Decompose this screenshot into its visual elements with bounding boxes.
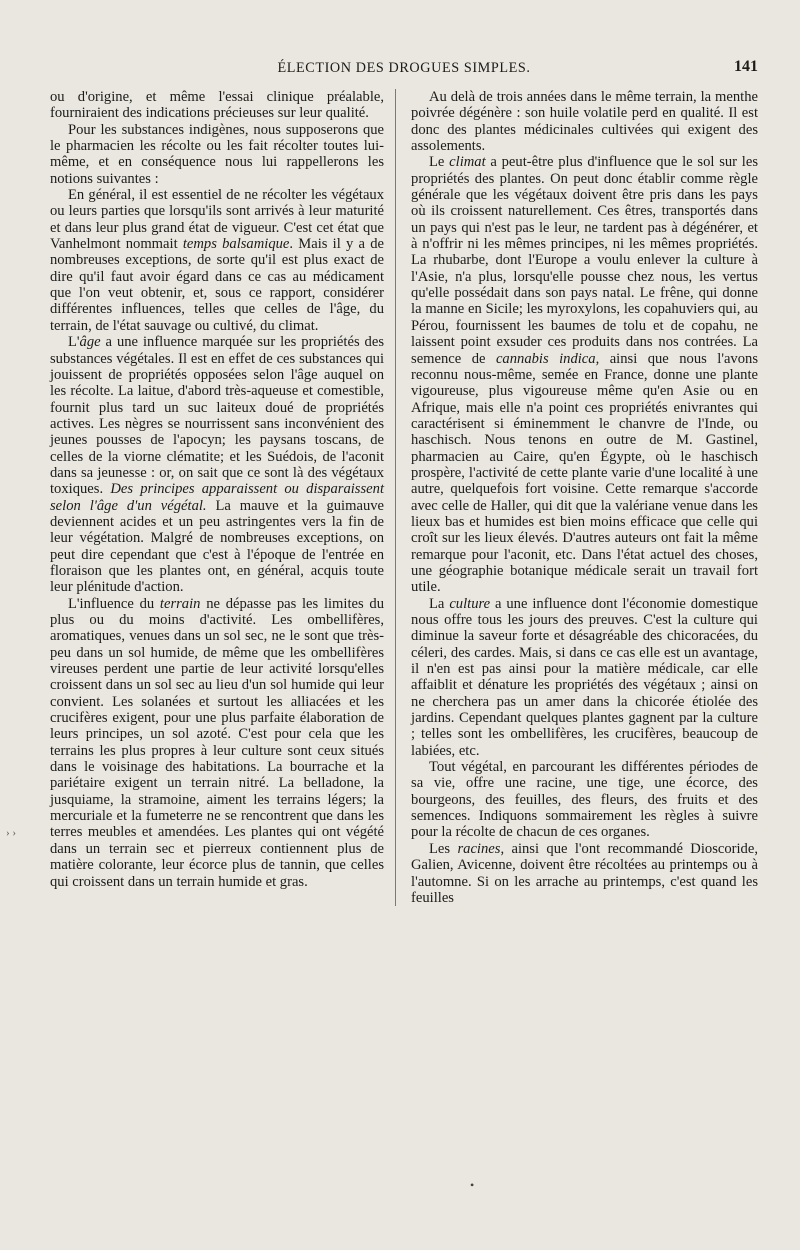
paragraph: ou d'origine, et même l'essai clinique préalable, fourniraient des indications précieuses sur leur qualité. xyxy=(50,89,385,122)
left-column xyxy=(50,89,395,906)
running-title: ÉLECTION DES DROGUES SIMPLES. xyxy=(277,59,531,76)
margin-mark: › › xyxy=(6,827,17,839)
right-column xyxy=(395,89,758,906)
running-header xyxy=(50,50,758,86)
text-columns xyxy=(50,89,758,906)
paragraph: Tout végétal, en parcourant les différentes périodes de sa vie, offre une racine, une tige, une écorce, des bourgeons, des feuilles, des fleurs, des fruits et des semences. Indiquons sommairement les règles à suivre pour la récolte de chacun de ces organes. xyxy=(411,759,758,841)
paragraph: Pour les substances indigènes, nous supposerons que le pharmacien les récolte ou les fait récolter toutes lui-même, et en conséquence nous lui rappellerons les notions suivantes : xyxy=(50,121,385,187)
paragraph: En général, il est essentiel de ne récolter les végétaux ou leurs parties que lorsqu'ils sont arrivés à leur maturité et dans leur plus grand état de vigueur. C'est cet état que Vanhelmont nommait temps balsamique. Mais il y a de nombreuses exceptions, de sorte qu'il est plus exact de dire qu'il faut avoir égard dans ce cas au médicament que l'on veut obtenir, et, sous ce rapport, considérer différentes influences, telles que celles de l'âge, du terrain, de l'état sauvage ou cultivé, du climat. xyxy=(50,187,385,334)
paragraph: Le climat a peut-être plus d'influence que le sol sur les propriétés des plantes. On peut donc établir comme règle générale que les végétaux doivent être pris dans les pays où ils croissent naturellement. Ces êtres, transportés dans un pays qui n'est pas le leur, ne tardent pas à dégénérer, et à n'offrir ni les mêmes principes, ni les mêmes propriétés. La rhubarbe, dont l'Europe a voulu enlever la culture à l'Asie, n'a plus, lorsqu'elle pousse chez nous, les vertus qu'elle possédait dans son pays natal. Le frêne, qui donne la manne en Sicile; les myroxylons, les copahuviers qui, au Pérou, fournissent les baumes de tolu et de copahu, ne laissent point exsuder ces produits dans nos contrées. La semence de cannabis indica, ainsi que nous l'avons reconnu nous-même, semée en France, donne une plante vigoureuse, plus vigoureuse même qu'en Asie ou en Afrique, mais elle n'a point ces propriétés enivrantes qui caractérisent si éminemment le chanvre de l'Inde, ou haschisch. Nous tenons en outre de M. Gastinel, pharmacien au Caire, qu'en Égypte, où le haschisch prospère, l'activité de cette plante varie d'une localité à une autre, quelquefois fort voisine. Cette remarque s'accorde avec celle de Haller, qui dit que la valériane venue dans les lieux bas et humides est bien moins efficace que celle qui croît sur les lieux élevés. D'autres auteurs ont fait la même remarque pour l'aconit, etc. Dans l'état actuel des choses, une géographie botanique médicale serait un travail fort utile. xyxy=(411,154,759,596)
page-number: 141 xyxy=(734,58,758,75)
bottom-mark: • xyxy=(470,1178,475,1192)
paragraph: Les racines, ainsi que l'ont recommandé Dioscoride, Galien, Avicenne, doivent être récoltées au printemps ou à l'automne. Si on les arrache au printemps, c'est quand les feuilles xyxy=(411,840,758,906)
paragraph: Au delà de trois années dans le même terrain, la menthe poivrée dégénère : son huile volatile perd en qualité. Il est donc des plantes médicinales cultivées qui exigent des assolements. xyxy=(411,89,758,155)
paragraph: La culture a une influence dont l'économie domestique nous offre tous les jours des preuves. C'est la culture qui diminue la saveur forte et désagréable des chicoracées, du céleri, des cardes. Mais, si dans ce cas elle est un avantage, il n'en est pas ainsi pour la matière médicale, car elle affaiblit et dénature les propriétés des végétaux ; ainsi on ne cherchera pas un amer dans la chicorée étiolée des jardins. Cependant quelques plantes gagnent par la culture ; telles sont les ombellifères, les crucifères, beaucoup de labiées, etc. xyxy=(411,595,758,759)
paragraph: L'influence du terrain ne dépasse pas les limites du plus ou du moins d'activité. Les ombellifères, aromatiques, venues dans un sol sec, ne le sont que très-peu dans un sol humide, de même que les ombellifères vireuses perdent une partie de leur activité lorsqu'elles croissent dans un sol sec au lieu d'un sol humide qui leur convient. Les solanées et surtout les alliacées et les crucifères exigent, pour une plus parfaite élaboration de leurs principes, un sol azoté. C'est pour cela que les terrains les plus propres à leur culture sont ceux situés dans le voisinage des habitations. La bourrache et la pariétaire exigent un terrain nitré. La belladone, la jusquiame, la stramoine, aiment les terrains légers; la mercuriale et la fumeterre ne se rencontrent que dans les terres meubles et amendées. Les plantes qui ont végété dans un terrain sec et pierreux contiennent plus de matière colorante, leur écorce plus de tannin, que celles qui croissent dans un terrain humide et gras. xyxy=(50,595,385,890)
paragraph: L'âge a une influence marquée sur les propriétés des substances végétales. Il est en effet de ces substances qui jouissent de propriétés opposées selon l'âge auquel on les récolte. La laitue, d'abord très-aqueuse et comestible, fournit plus tard un suc laiteux doué de propriétés actives. Les nègres se nourrissent sans inconvénient des jeunes pousses de l'apocyn; les paysans toscans, de celles de la viorne clématite; et les Suédois, de l'aconit dans sa jeunesse : or, on sait que ce sont là des végétaux toxiques. Des principes apparaissent ou disparaissent selon l'âge d'un végétal. La mauve et la guimauve deviennent acides et un peu astringentes vers la fin de leur végétation. Malgré de nombreuses exceptions, on peut dire cependant que c'est à l'époque de l'entrée en floraison que les plantes ont, en général, acquis toute leur plénitude d'action. xyxy=(50,334,385,596)
